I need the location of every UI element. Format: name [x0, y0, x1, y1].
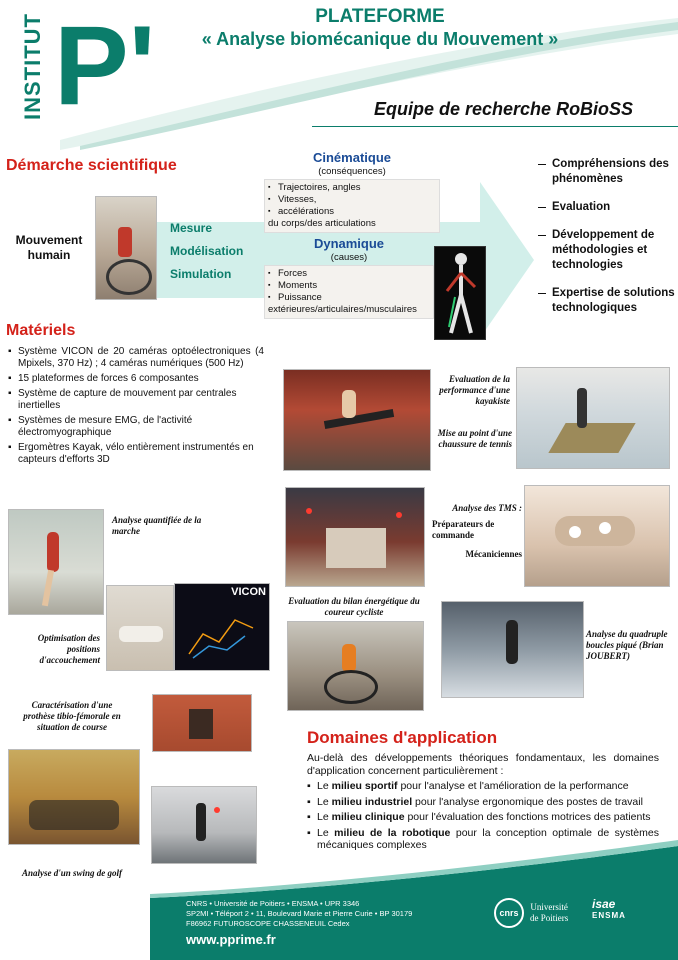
outcomes-list	[538, 157, 678, 329]
caption-tms-preparateurs: Préparateurs de commande	[432, 519, 495, 540]
caption-cycliste: Evaluation du bilan énergétique du coureur cycliste	[288, 596, 420, 617]
skating-photo	[441, 601, 584, 698]
step-modelisation: Modélisation	[170, 244, 244, 258]
tms-photo	[524, 485, 670, 587]
materiels-list	[8, 346, 264, 466]
caption-tms-mecaniciennes: Mécaniciennes	[465, 549, 522, 559]
materiels-heading: Matériels	[6, 322, 76, 339]
domaine-item: ▪ Le milieu clinique pour l'évaluation des fonctions motrices des patients	[307, 811, 659, 824]
materiel-item: ▪ Système VICON de 20 caméras optoélectroniques (4 Mpixels, 370 Hz) ; 4 caméras numériques (500 Hz)	[8, 346, 264, 370]
domaines-heading: Domaines d'application	[307, 728, 498, 747]
univ-poitiers-logo: Université de Poitiers	[530, 902, 569, 923]
caption-prothese: Caractérisation d'une prothèse tibio-fémorale en situation de course	[23, 700, 121, 732]
step-mesure: Mesure	[170, 221, 213, 235]
outcome-item: Expertise de solutions technologiques	[538, 286, 678, 316]
caption-accouchement: Optimisation des positions d'accouchement	[37, 633, 100, 665]
gym-lab-photo	[8, 749, 140, 845]
domaines-body	[307, 752, 659, 852]
footer-address: CNRS • Université de Poitiers • ENSMA • UPR 3346 SP2MI • Téléport 2 • 11, Boulevard Marie et Pierre Curie • BP 30179 F86962 FUTUROSCOPE CHASSENEUIL Cedex	[186, 899, 413, 928]
domaine-item: ▪ Le milieu industriel pour l'analyse ergonomique des postes de travail	[307, 796, 659, 809]
header-divider	[312, 126, 678, 127]
cycling-lab-photo	[95, 196, 157, 300]
skeleton-model-image	[434, 246, 486, 340]
caption-marche: Analyse quantifiée de la marche	[112, 515, 202, 536]
vicon-logo: VICON	[231, 586, 266, 598]
step-simulation: Simulation	[170, 267, 232, 281]
domaine-item: ▪ Le milieu sportif pour l'analyse et l'amélioration de la performance	[307, 780, 659, 793]
dynamique-box: Dynamique (causes) ▪ Forces ▪ Moments ▪ Puissance extérieures/articulaires/musculaires	[264, 236, 434, 319]
materiel-item: ▪ Ergomètres Kayak, vélo entièrement instrumentés en capteurs d'efforts 3D	[8, 442, 264, 466]
page-title: PLATEFORME « Analyse biomécanique du Mouvement »	[201, 6, 559, 49]
pprime-logo: P'	[54, 3, 156, 128]
materiel-item: ▪ Système de capture de mouvement par centrales inertielles	[8, 388, 264, 412]
kayak-photo	[283, 369, 431, 471]
tennis-photo	[516, 367, 670, 469]
caption-tms-title: Analyse des TMS :	[452, 503, 522, 513]
cycling-field-photo	[287, 621, 424, 711]
isae-ensma-logo: isae ENSMA	[592, 897, 626, 920]
team-name: Equipe de recherche RoBioSS	[374, 99, 634, 119]
domaines-intro: Au-delà des développements théoriques fondamentaux, les domaines d'application concernent particulièrement :	[307, 752, 659, 777]
mouvement-humain-label: Mouvement humain	[15, 233, 83, 262]
steps-list	[170, 217, 243, 286]
website-link[interactable]: www.pprime.fr	[186, 932, 276, 947]
caption-kayak: Evaluation de la performance d'une kayakiste	[439, 374, 510, 406]
cinematique-box: Cinématique (conséquences) ▪ Trajectoires, angles ▪ Vitesses, ▪ accélérations du corps/des articulations	[264, 150, 440, 233]
materiel-item: ▪ 15 plateformes de forces 6 composantes	[8, 373, 264, 385]
caption-golf: Analyse d'un swing de golf	[22, 868, 123, 878]
outcome-item: Evaluation	[538, 200, 678, 215]
accouchement-photo	[106, 585, 174, 671]
walking-photo	[8, 509, 104, 615]
cnrs-logo: cnrs	[494, 898, 524, 928]
outcome-item: Compréhensions des phénomènes	[538, 157, 678, 187]
vicon-screen-photo	[174, 583, 270, 671]
institut-logo-word: INSTITUT	[20, 13, 45, 120]
caption-quadruple: Analyse du quadruple boucles piqué (Brian JOUBERT)	[586, 629, 668, 661]
demarche-heading: Démarche scientifique	[6, 157, 177, 174]
outcome-item: Développement de méthodologies et technologies	[538, 228, 678, 273]
domaine-item: ▪ Le milieu de la robotique pour la conception optimale de systèmes mécaniques complexes	[307, 827, 659, 852]
caption-tennis: Mise au point d'une chaussure de tennis	[437, 428, 512, 449]
prothese-photo	[152, 694, 252, 752]
cyclist-lab-photo	[285, 487, 425, 587]
materiel-item: ▪ Systèmes de mesure EMG, de l'activité électromyographique	[8, 415, 264, 439]
skeleton-icon	[435, 247, 485, 339]
